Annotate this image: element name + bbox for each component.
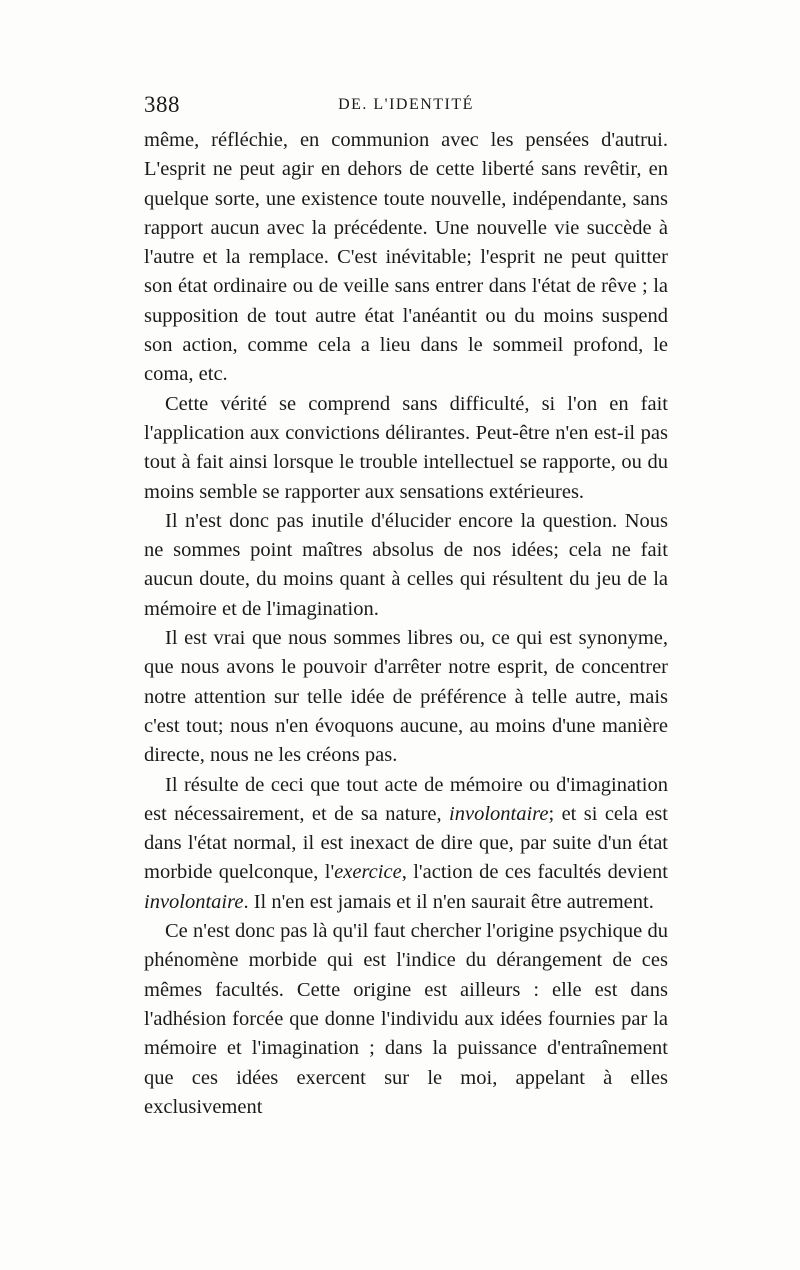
- text-run: . Il n'en est jamais et il n'en saurait être autrement.: [243, 890, 654, 913]
- text-run: Cette vérité se comprend sans difficulté, si l'on en fait l'application aux convictions délirantes. Peut-être n'en est-il pas tout à fait ainsi lorsque le trouble intellectuel se rapporte, ou du moins semble se rapporter aux sensations extérieures.: [144, 392, 668, 503]
- paragraph: [144, 507, 668, 624]
- running-title: DE. L'IDENTITÉ: [338, 96, 474, 113]
- italic-text: exercice: [334, 861, 402, 884]
- italic-text: involontaire: [449, 802, 549, 825]
- paragraph: [144, 390, 668, 507]
- text-run: Il résulte de ceci que tout acte de mémoire ou d'imagination est nécessairement, et de sa nature,: [144, 773, 668, 825]
- page-number: 388: [144, 92, 180, 117]
- paragraph: [144, 126, 668, 390]
- text-run: , l'action de ces facultés devient: [401, 861, 668, 884]
- text-run: Il n'est donc pas inutile d'élucider encore la question. Nous ne sommes point maîtres absolus de nos idées; cela ne fait aucun doute, du moins quant à celles qui résultent du jeu de la mémoire et de l'imagination.: [144, 509, 668, 620]
- text-run: ; et si cela est dans l'état normal, il est inexact de dire que, par suite d'un état morbide quelconque, l': [144, 802, 668, 884]
- paragraph: [144, 917, 668, 1122]
- page-header: [144, 92, 668, 122]
- text-run: Il est vrai que nous sommes libres ou, ce qui est synonyme, que nous avons le pouvoir d'arrêter notre esprit, de concentrer notre attention sur telle idée de préférence à telle autre, mais c'est tout; nous n'en évoquons aucune, au moins d'une manière directe, nous ne les créons pas.: [144, 627, 668, 767]
- text-run: même, réfléchie, en communion avec les pensées d'autrui. L'esprit ne peut agir en dehors de cette liberté sans revêtir, en quelque sorte, une existence toute nouvelle, indépendante, sans rapport aucun avec la précédente. Une nouvelle vie succède à l'autre et la remplace. C'est inévitable; l'esprit ne peut quitter son état ordinaire ou de veille sans entrer dans l'état de rêve ; la supposition de tout autre état l'anéantit ou du moins suspend son action, comme cela a lieu dans le sommeil profond, le coma, etc.: [144, 129, 668, 386]
- paragraph: [144, 624, 668, 770]
- text-run: Ce n'est donc pas là qu'il faut chercher l'origine psychique du phénomène morbide qui est l'indice du dérangement de ces mêmes facultés. Cette origine est ailleurs : elle est dans l'adhésion forcée que donne l'individu aux idées fournies par la mémoire et l'imagination ; dans la puissance d'entraînement que ces idées exercent sur le moi, appelant à elles exclusivement: [144, 920, 668, 1118]
- paragraph: [144, 771, 668, 917]
- body-text: [144, 126, 668, 1122]
- italic-text: involontaire: [144, 890, 244, 913]
